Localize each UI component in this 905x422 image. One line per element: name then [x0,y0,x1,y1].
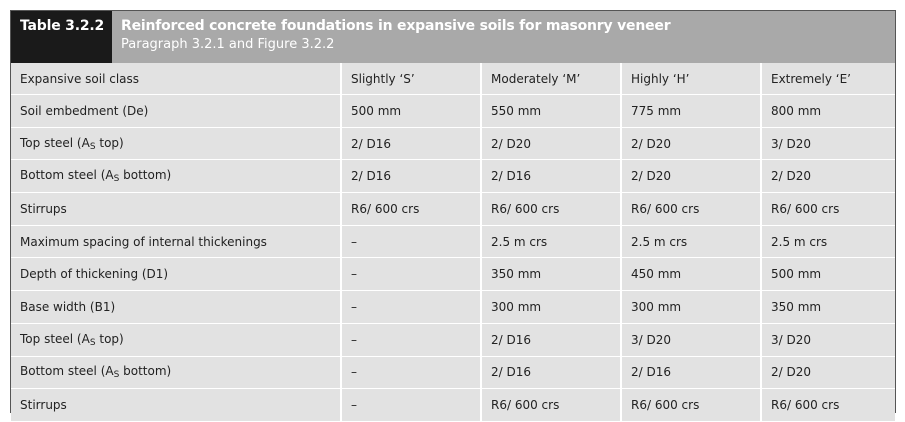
table-row [11,323,895,356]
table-cell: 300 mm [481,291,621,324]
row-label [11,356,341,389]
table-subtitle: Paragraph 3.2.1 and Figure 3.2.2 [121,37,335,52]
table-cell: 350 mm [481,258,621,291]
table-cell: 2.5 m crs [621,225,761,258]
row-label: Soil embedment (De) [11,95,341,128]
column-header: Highly ‘H’ [621,63,761,95]
column-header: Moderately ‘M’ [481,63,621,95]
table-cell: 2/ D20 [761,160,895,193]
row-label: Stirrups [11,389,341,422]
row-label-text: Bottom steel (A [20,168,114,183]
table-row [11,193,895,226]
row-label-text: Top steel (A [20,331,90,346]
table-cell: 2/ D16 [481,356,621,389]
foundation-table [11,63,895,422]
row-label-text: Top steel (A [20,135,90,150]
column-header: Extremely ‘E’ [761,63,895,95]
row-label [11,127,341,160]
table-cell: R6/ 600 crs [761,193,895,226]
table-cell: 500 mm [341,95,481,128]
table-cell: R6/ 600 crs [481,193,621,226]
table-cell: R6/ 600 crs [621,193,761,226]
table-cell: – [341,291,481,324]
table-row [11,225,895,258]
column-header: Expansive soil class [11,63,341,95]
table-row [11,291,895,324]
row-label-text: top) [95,135,124,150]
row-label: Stirrups [11,193,341,226]
table-cell: 2/ D16 [341,160,481,193]
row-label-text: bottom) [119,364,172,379]
table-cell: R6/ 600 crs [341,193,481,226]
table-cell: R6/ 600 crs [621,389,761,422]
table-number-tag [11,11,112,63]
table-row [11,389,895,422]
table-cell: – [341,225,481,258]
table-cell: 800 mm [761,95,895,128]
table-header [11,11,895,63]
table-row [11,356,895,389]
table-cell: – [341,356,481,389]
table-cell: – [341,389,481,422]
row-label [11,160,341,193]
table-cell: 2/ D20 [481,127,621,160]
table-container [10,10,896,413]
table-cell: 2/ D16 [341,127,481,160]
row-label-text: bottom) [119,168,172,183]
table-cell: R6/ 600 crs [761,389,895,422]
column-header: Slightly ‘S’ [341,63,481,95]
table-row [11,160,895,193]
table-cell: 2.5 m crs [761,225,895,258]
row-label: Depth of thickening (D1) [11,258,341,291]
row-label-text: Bottom steel (A [20,364,114,379]
table-cell: 3/ D20 [621,323,761,356]
table-cell: – [341,258,481,291]
table-number: Table 3.2.2 [20,18,105,34]
table-cell: 2/ D16 [621,356,761,389]
table-cell: 300 mm [621,291,761,324]
table-cell: 450 mm [621,258,761,291]
table-cell: – [341,323,481,356]
table-cell: 2/ D16 [481,323,621,356]
table-column-header-row [11,63,895,95]
table-title: Reinforced concrete foundations in expansive soils for masonry veneer [121,18,671,34]
row-label [11,323,341,356]
table-cell: 550 mm [481,95,621,128]
table-cell: 2/ D16 [481,160,621,193]
row-label-subscript: S [113,370,120,381]
table-row [11,258,895,291]
table-cell: 2/ D20 [621,127,761,160]
table-cell: 2.5 m crs [481,225,621,258]
table-cell: 350 mm [761,291,895,324]
table-cell: 2/ D20 [761,356,895,389]
table-cell: 3/ D20 [761,127,895,160]
table-cell: 2/ D20 [621,160,761,193]
row-label-subscript: S [89,141,96,152]
table-row [11,127,895,160]
table-cell: 775 mm [621,95,761,128]
row-label: Maximum spacing of internal thickenings [11,225,341,258]
table-row [11,95,895,128]
table-cell: 500 mm [761,258,895,291]
row-label: Base width (B1) [11,291,341,324]
row-label-subscript: S [113,174,120,185]
row-label-subscript: S [89,337,96,348]
row-label-text: top) [95,331,124,346]
table-cell: R6/ 600 crs [481,389,621,422]
table-cell: 3/ D20 [761,323,895,356]
